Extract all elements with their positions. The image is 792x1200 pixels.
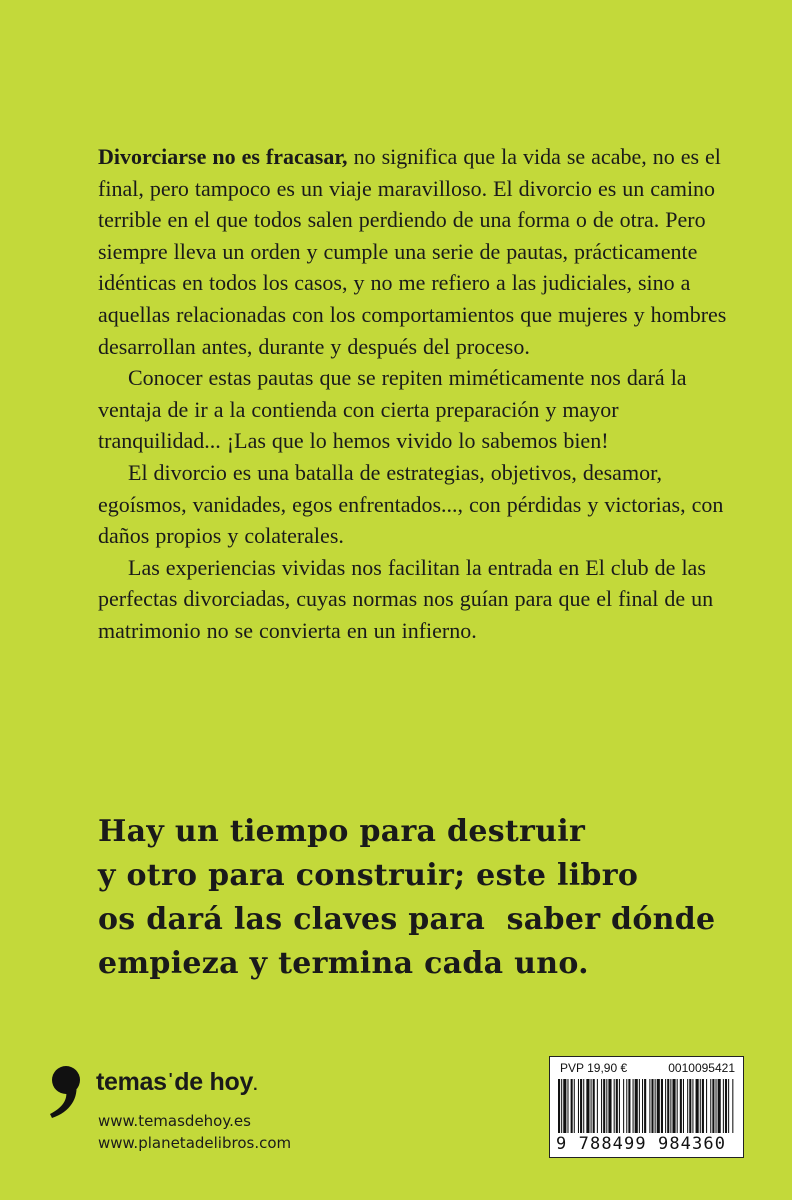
barcode-bar	[586, 1079, 589, 1133]
tagline-line-1: Hay un tiempo para destruir	[98, 814, 586, 849]
barcode-bar	[628, 1079, 630, 1133]
barcode-bar	[616, 1079, 618, 1133]
barcode-bar	[635, 1079, 638, 1133]
barcode-label	[549, 1056, 744, 1158]
publisher-name-part-1: temas	[96, 1068, 167, 1096]
barcode-bar	[603, 1079, 605, 1133]
barcode-bar	[561, 1079, 562, 1133]
publisher-url-1: www.temasdehoy.es	[98, 1112, 251, 1130]
back-cover-blurb	[98, 141, 728, 647]
barcode-bar	[687, 1079, 688, 1133]
barcode-bar	[593, 1079, 595, 1133]
isbn-digits: 9 788499 984360	[556, 1134, 727, 1154]
barcode-bar	[718, 1079, 721, 1133]
barcode-bar	[558, 1079, 560, 1133]
barcode-bar	[725, 1079, 727, 1133]
barcode-bar	[655, 1079, 656, 1133]
barcode-bar	[591, 1079, 592, 1133]
barcode-bar	[574, 1079, 575, 1133]
tagline-line-2: y otro para construir; este libro	[98, 858, 639, 893]
barcode-bar	[710, 1079, 711, 1133]
barcode-bar	[657, 1079, 660, 1133]
barcode-bar	[672, 1079, 675, 1133]
tagline	[98, 810, 718, 986]
barcode-header	[560, 1061, 735, 1075]
barcode-bar	[651, 1079, 653, 1133]
blurb-paragraph-1-text: no significa que la vida se acabe, no es el final, pero tampoco es un viaje maravilloso. El divorcio es un camino terrible en el que todos salen perdiendo de una forma o de otra. Pero siempre lleva un orden y cumple una serie de pautas, prácticamente idénticas en todos los casos, y no me refiero a las judiciales, sino a aquellas relacionadas con los comportamientos que mujeres y hombres desarrollan antes, durante y después del proceso.	[98, 144, 727, 359]
price-label: PVP 19,90 €	[560, 1061, 628, 1075]
barcode-bar	[644, 1079, 646, 1133]
barcode-bar	[723, 1079, 724, 1133]
barcode-bar	[692, 1079, 693, 1133]
barcode-bar	[728, 1079, 729, 1133]
barcode-bar	[619, 1079, 620, 1133]
barcode-bar	[639, 1079, 640, 1133]
barcode-bar	[606, 1079, 607, 1133]
barcode-bar	[623, 1079, 624, 1133]
barcode-bar	[670, 1079, 671, 1133]
barcode-bar	[665, 1079, 666, 1133]
barcode-bar	[642, 1079, 643, 1133]
comma-mark-icon	[46, 1060, 86, 1120]
barcode-bar	[732, 1079, 733, 1133]
publisher-name-part-2: de hoy	[174, 1068, 254, 1096]
barcode-bar	[567, 1079, 568, 1133]
blurb-paragraph-1	[98, 141, 728, 362]
barcode-bar	[683, 1079, 684, 1133]
barcode-bar	[689, 1079, 691, 1133]
barcode-bar	[614, 1079, 615, 1133]
barcode-bar	[578, 1079, 579, 1133]
barcode-bar	[608, 1079, 611, 1133]
publisher-urls	[98, 1110, 291, 1154]
publisher-name: temas 'de hoy.	[96, 1068, 258, 1096]
product-code: 0010095421	[668, 1061, 735, 1075]
blurb-lead: Divorciarse no es fracasar,	[98, 144, 348, 169]
barcode-bar	[633, 1079, 634, 1133]
barcode-bar	[649, 1079, 650, 1133]
barcode-bar	[680, 1079, 682, 1133]
publisher-url-2: www.planetadelibros.com	[98, 1134, 292, 1152]
barcode-bar	[716, 1079, 717, 1133]
barcode-bar	[661, 1079, 663, 1133]
barcode-bar	[677, 1079, 678, 1133]
barcode-bar	[597, 1079, 598, 1133]
barcode-bar	[571, 1079, 573, 1133]
barcode-bars	[558, 1079, 735, 1133]
barcode-bar	[626, 1079, 627, 1133]
tagline-line-4: empieza y termina cada uno.	[98, 946, 589, 981]
blurb-paragraph-2: Conocer estas pautas que se repiten miméticamente nos dará la ventaja de ir a la contienda con cierta preparación y mayor tranquilidad... ¡Las que lo hemos vivido lo sabemos bien!	[98, 365, 687, 454]
barcode-bar	[700, 1079, 701, 1133]
barcode-bar	[583, 1079, 584, 1133]
blurb-paragraph-4: Las experiencias vividas nos facilitan la entrada en El club de las perfectas divorciadas, cuyas normas nos guían para que el final de un matrimonio no se convierta en un infierno.	[98, 554, 714, 643]
barcode-bar	[601, 1079, 602, 1133]
tagline-line-3: os dará las claves para saber dónde	[98, 902, 716, 937]
barcode-bar	[712, 1079, 714, 1133]
barcode-bar	[667, 1079, 669, 1133]
barcode-bar	[702, 1079, 704, 1133]
barcode-bar	[563, 1079, 566, 1133]
blurb-paragraph-3: El divorcio es una batalla de estrategias, objetivos, desamor, egoísmos, vanidades, egos enfrentados..., con pérdidas y victorias, con daños propios y colaterales.	[98, 459, 724, 549]
barcode-bar	[580, 1079, 582, 1133]
barcode-bar	[706, 1079, 707, 1133]
barcode-bar	[696, 1079, 699, 1133]
